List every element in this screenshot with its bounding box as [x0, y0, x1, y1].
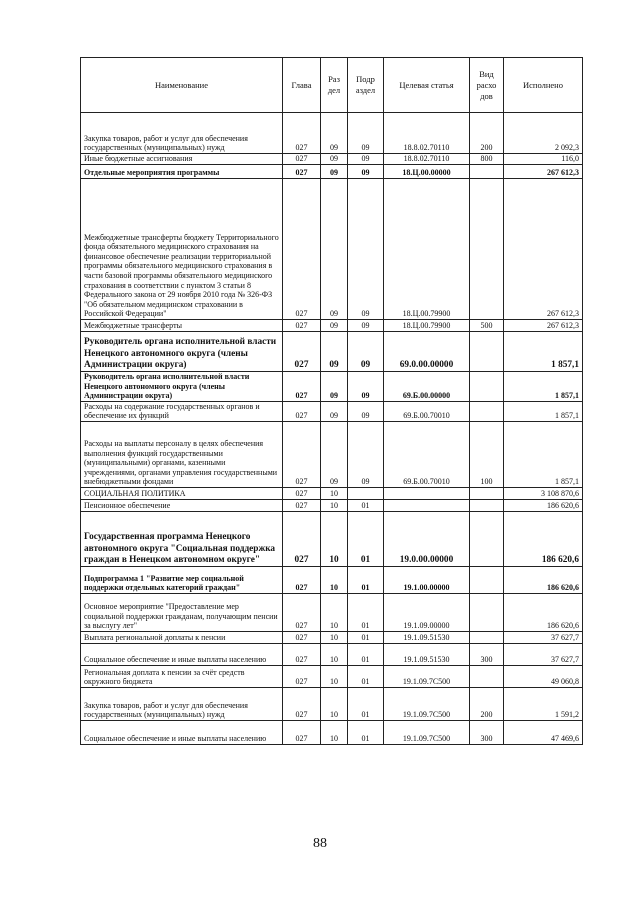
row-type-cell	[470, 511, 504, 566]
row-amount-cell: 186 620,6	[504, 593, 583, 631]
row-target-cell: 19.1.09.51530	[384, 631, 470, 643]
table-row	[81, 320, 583, 332]
table-row	[81, 566, 583, 593]
table-row	[81, 372, 583, 402]
row-section-cell: 10	[321, 687, 348, 720]
row-name-cell: Социальное обеспечение и иные выплаты населению	[81, 720, 283, 744]
row-type-cell: 500	[470, 320, 504, 332]
row-target-cell: 18.Ц.00.79900	[384, 179, 470, 320]
row-section-cell: 10	[321, 643, 348, 665]
table-row	[81, 665, 583, 687]
row-section-cell: 09	[321, 113, 348, 154]
row-type-cell: 300	[470, 720, 504, 744]
row-subsection-cell: 01	[348, 631, 384, 643]
row-subsection-cell: 09	[348, 179, 384, 320]
table-row	[81, 332, 583, 372]
row-chapter-cell: 027	[283, 631, 321, 643]
row-section-cell: 10	[321, 593, 348, 631]
row-type-cell	[470, 487, 504, 499]
row-amount-cell: 49 060,8	[504, 665, 583, 687]
row-amount-cell: 1 857,1	[504, 372, 583, 402]
row-section-cell: 09	[321, 179, 348, 320]
row-target-cell: 18.8.02.70110	[384, 113, 470, 154]
row-section-cell: 10	[321, 631, 348, 643]
table-header	[81, 58, 583, 113]
row-name-cell: Государственная программа Ненецкого автономного округа "Социальная поддержка граждан в Ненецком автономном округе"	[81, 511, 283, 566]
row-amount-cell: 1 857,1	[504, 401, 583, 421]
table-row	[81, 593, 583, 631]
row-name-cell: Руководитель органа исполнительной власти Ненецкого автономного округа (члены Администрации округа)	[81, 332, 283, 372]
table-row	[81, 421, 583, 487]
header-type: Вид расхо дов	[470, 58, 504, 113]
row-target-cell: 69.Б.00.70010	[384, 421, 470, 487]
row-type-cell: 100	[470, 421, 504, 487]
table-body	[81, 113, 583, 745]
row-section-cell: 09	[321, 401, 348, 421]
row-target-cell: 69.Б.00.70010	[384, 401, 470, 421]
row-name-cell: Расходы на содержание государственных органов и обеспечение их функций	[81, 401, 283, 421]
header-executed: Исполнено	[504, 58, 583, 113]
row-type-cell: 800	[470, 154, 504, 165]
row-target-cell: 69.Б.00.00000	[384, 372, 470, 402]
row-amount-cell: 267 612,3	[504, 320, 583, 332]
row-amount-cell: 37 627,7	[504, 643, 583, 665]
row-chapter-cell: 027	[283, 511, 321, 566]
row-name-cell: Закупка товаров, работ и услуг для обеспечения государственных (муниципальных) нужд	[81, 687, 283, 720]
row-subsection-cell: 09	[348, 421, 384, 487]
table-row	[81, 499, 583, 511]
row-section-cell: 10	[321, 487, 348, 499]
table-row	[81, 631, 583, 643]
row-chapter-cell: 027	[283, 154, 321, 165]
row-section-cell: 10	[321, 665, 348, 687]
row-subsection-cell: 01	[348, 720, 384, 744]
row-chapter-cell: 027	[283, 720, 321, 744]
row-chapter-cell: 027	[283, 401, 321, 421]
row-type-cell	[470, 165, 504, 179]
header-chapter: Глава	[283, 58, 321, 113]
row-name-cell: Иные бюджетные ассигнования	[81, 154, 283, 165]
table-row	[81, 165, 583, 179]
row-chapter-cell: 027	[283, 165, 321, 179]
row-type-cell	[470, 566, 504, 593]
row-amount-cell: 186 620,6	[504, 499, 583, 511]
row-amount-cell: 2 092,3	[504, 113, 583, 154]
table-row	[81, 511, 583, 566]
row-type-cell: 200	[470, 687, 504, 720]
row-section-cell: 09	[321, 372, 348, 402]
row-target-cell: 19.1.00.00000	[384, 566, 470, 593]
budget-table	[80, 57, 583, 745]
row-type-cell: 200	[470, 113, 504, 154]
row-section-cell: 10	[321, 511, 348, 566]
row-target-cell	[384, 499, 470, 511]
row-amount-cell: 1 591,2	[504, 687, 583, 720]
row-target-cell: 19.1.09.7С500	[384, 665, 470, 687]
page-number: 88	[313, 836, 327, 851]
row-subsection-cell: 01	[348, 593, 384, 631]
row-name-cell: Закупка товаров, работ и услуг для обеспечения государственных (муниципальных) нужд	[81, 113, 283, 154]
row-target-cell: 18.8.02.70110	[384, 154, 470, 165]
row-amount-cell: 37 627,7	[504, 631, 583, 643]
header-section: Раз дел	[321, 58, 348, 113]
row-name-cell: Социальное обеспечение и иные выплаты населению	[81, 643, 283, 665]
row-chapter-cell: 027	[283, 566, 321, 593]
row-name-cell: Пенсионное обеспечение	[81, 499, 283, 511]
row-chapter-cell: 027	[283, 687, 321, 720]
row-section-cell: 09	[321, 154, 348, 165]
row-target-cell: 19.0.00.00000	[384, 511, 470, 566]
row-type-cell	[470, 665, 504, 687]
row-amount-cell: 186 620,6	[504, 511, 583, 566]
row-name-cell: Подпрограмма 1 "Развитие мер социальной поддержки отдельных категорий граждан"	[81, 566, 283, 593]
row-type-cell	[470, 631, 504, 643]
row-subsection-cell: 01	[348, 499, 384, 511]
row-subsection-cell: 09	[348, 332, 384, 372]
header-target: Целевая статья	[384, 58, 470, 113]
table-row	[81, 643, 583, 665]
row-name-cell: Основное мероприятие "Предоставление мер социальной поддержки гражданам, получающим пенсии за выслугу лет"	[81, 593, 283, 631]
header-name: Наименование	[81, 58, 283, 113]
row-target-cell: 19.1.09.7С500	[384, 720, 470, 744]
table-row	[81, 687, 583, 720]
row-target-cell: 69.0.00.00000	[384, 332, 470, 372]
table-row	[81, 113, 583, 154]
table-row	[81, 154, 583, 165]
row-amount-cell: 1 857,1	[504, 332, 583, 372]
row-subsection-cell: 01	[348, 511, 384, 566]
row-section-cell: 10	[321, 720, 348, 744]
row-chapter-cell: 027	[283, 421, 321, 487]
row-amount-cell: 267 612,3	[504, 165, 583, 179]
header-subsection: Подр аздел	[348, 58, 384, 113]
row-subsection-cell: 09	[348, 372, 384, 402]
row-name-cell: Региональная доплата к пенсии за счёт средств окружного бюджета	[81, 665, 283, 687]
row-amount-cell: 267 612,3	[504, 179, 583, 320]
row-type-cell	[470, 372, 504, 402]
row-target-cell: 19.1.09.7С500	[384, 687, 470, 720]
row-type-cell	[470, 499, 504, 511]
row-target-cell: 18.Ц.00.79900	[384, 320, 470, 332]
row-amount-cell: 47 469,6	[504, 720, 583, 744]
table-row	[81, 179, 583, 320]
row-chapter-cell: 027	[283, 179, 321, 320]
row-chapter-cell: 027	[283, 499, 321, 511]
row-amount-cell: 186 620,6	[504, 566, 583, 593]
row-target-cell: 19.1.09.00000	[384, 593, 470, 631]
row-chapter-cell: 027	[283, 332, 321, 372]
row-chapter-cell: 027	[283, 643, 321, 665]
row-subsection-cell: 09	[348, 320, 384, 332]
row-name-cell: Расходы на выплаты персоналу в целях обеспечения выполнения функций государственными (муниципальными) органами, казенными учреждениями, органами управления государственными внебюджетными фондами	[81, 421, 283, 487]
row-section-cell: 09	[321, 421, 348, 487]
table-row	[81, 720, 583, 744]
row-subsection-cell: 09	[348, 113, 384, 154]
row-chapter-cell: 027	[283, 320, 321, 332]
row-subsection-cell: 01	[348, 665, 384, 687]
row-amount-cell: 3 108 870,6	[504, 487, 583, 499]
row-subsection-cell	[348, 487, 384, 499]
row-section-cell: 09	[321, 320, 348, 332]
row-section-cell: 09	[321, 332, 348, 372]
row-name-cell: Руководитель органа исполнительной власти Ненецкого автономного округа (члены Администрации округа)	[81, 372, 283, 402]
row-target-cell	[384, 487, 470, 499]
row-name-cell: СОЦИАЛЬНАЯ ПОЛИТИКА	[81, 487, 283, 499]
row-type-cell	[470, 179, 504, 320]
row-subsection-cell: 09	[348, 154, 384, 165]
row-type-cell	[470, 332, 504, 372]
row-name-cell: Отдельные мероприятия программы	[81, 165, 283, 179]
row-target-cell: 19.1.09.51530	[384, 643, 470, 665]
row-subsection-cell: 09	[348, 401, 384, 421]
table-row	[81, 401, 583, 421]
row-subsection-cell: 01	[348, 643, 384, 665]
row-chapter-cell: 027	[283, 372, 321, 402]
row-name-cell: Межбюджетные трансферты	[81, 320, 283, 332]
row-type-cell	[470, 401, 504, 421]
row-subsection-cell: 01	[348, 687, 384, 720]
row-chapter-cell: 027	[283, 665, 321, 687]
row-type-cell: 300	[470, 643, 504, 665]
row-name-cell: Выплата региональной доплаты к пенсии	[81, 631, 283, 643]
row-type-cell	[470, 593, 504, 631]
row-amount-cell: 1 857,1	[504, 421, 583, 487]
row-amount-cell: 116,0	[504, 154, 583, 165]
row-section-cell: 10	[321, 499, 348, 511]
row-target-cell: 18.Ц.00.00000	[384, 165, 470, 179]
row-subsection-cell: 01	[348, 566, 384, 593]
row-chapter-cell: 027	[283, 113, 321, 154]
row-chapter-cell: 027	[283, 487, 321, 499]
table-row	[81, 487, 583, 499]
row-subsection-cell: 09	[348, 165, 384, 179]
row-section-cell: 09	[321, 165, 348, 179]
row-chapter-cell: 027	[283, 593, 321, 631]
row-section-cell: 10	[321, 566, 348, 593]
row-name-cell: Межбюджетные трансферты бюджету Территориального фонда обязательного медицинского страхования на финансовое обеспечение реализации территориальной программы обязательного медицинского страхования в части базовой программы обязательного медицинского страхования в соответствии с пунктом 3 статьи 8 Федерального закона от 29 ноября 2010 года № 326-ФЗ "Об обязательном медицинском страховании в Российской Федерации"	[81, 179, 283, 320]
